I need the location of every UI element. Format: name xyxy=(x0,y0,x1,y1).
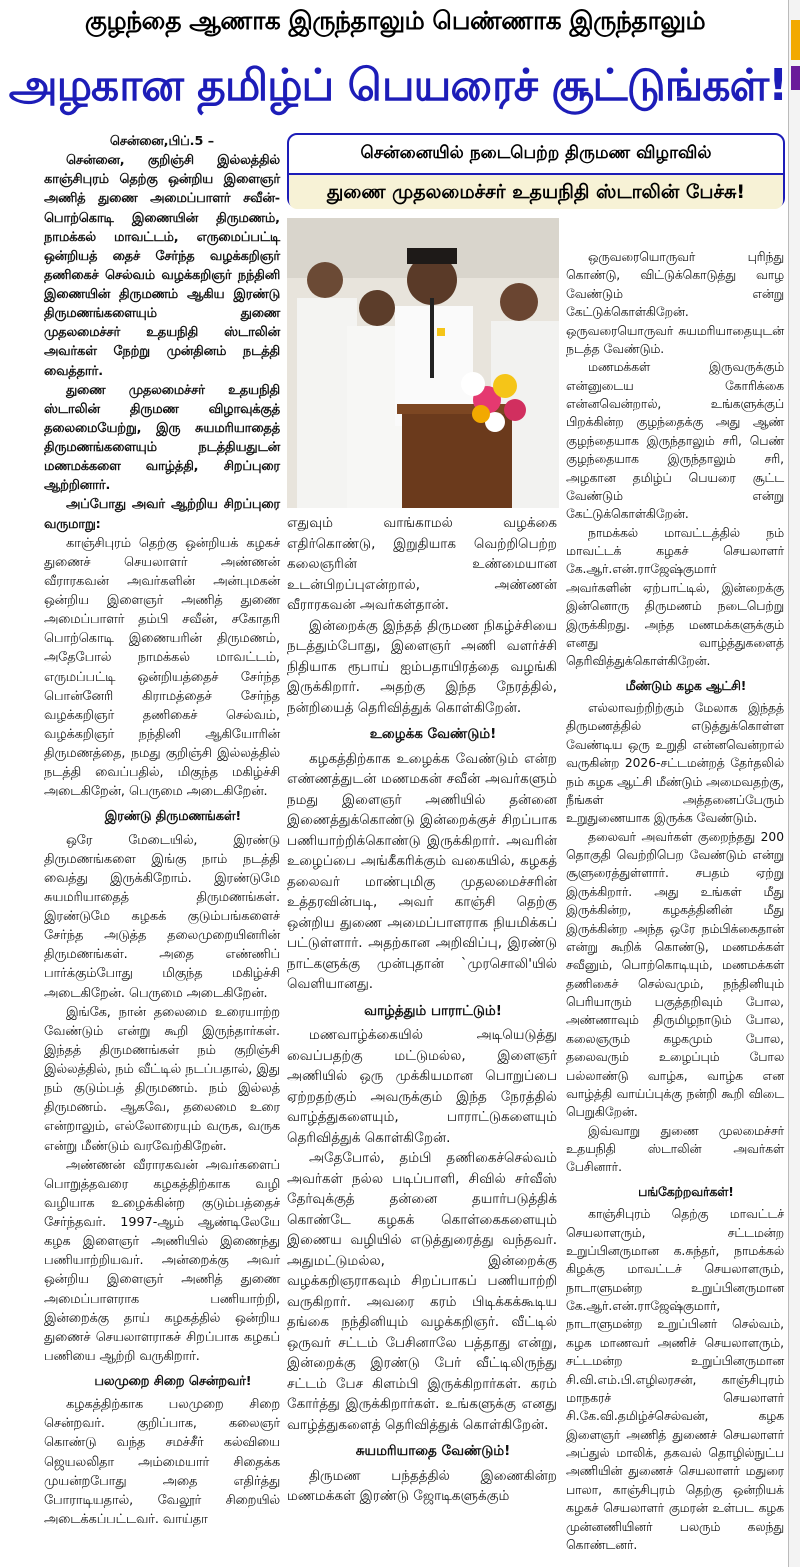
body-paragraph: திருமண பந்தத்தில் இணைகின்ற மணமக்கள் இரண்டு ஜோடிகளுக்கும் xyxy=(287,1467,557,1504)
body-paragraph: எதுவும் வாங்காமல் வழக்கை எதிர்கொண்டு, இறுதியாக வெற்றிபெற்ற கலைஞரின் உண்மையான உடன்பிறப்புஎன்றால், அண்ணன் வீராரகவன் அவர்கள்தான். xyxy=(287,515,557,613)
body-paragraph: அண்ணன் வீராரகவன் அவர்களைப் பொறுத்தவரை கழகத்திற்காக வழி வழியாக உழைக்கின்ற குடும்பத்தைச் சேர்ந்தவர். 1997-ஆம் ஆண்டிலேயே கழக இளைஞர் அணியில் இணைந்து பணியாற்றியவர். அன்றைக்கு அவர் ஒன்றிய இளைஞர் அணித் துணை அமைப்பாளராக பணியாற்றி, இன்றைக்கு தாய் கழகத்தில் ஒன்றிய துணைச் செயலாளராகச் சிறப்பாக கழகப் பணியை ஆற்றி வருகிறார். xyxy=(44,1157,280,1364)
body-paragraph: ஒருவரையொருவர் புரிந்து கொண்டு, விட்டுக்கொடுத்து வாழ வேண்டும் என்று கேட்டுக்கொள்கிறேன். ஒருவரையொருவர் சுயமரியாதையுடன் நடத்த வேண்டும். xyxy=(566,250,784,356)
body-paragraph: கழகத்திற்காக உழைக்க வேண்டும் என்ற எண்ணத்துடன் மணமகன் சவீன் அவர்களும் நமது இளைஞர் அணியில் தன்னை இணைத்துக்கொண்டு இன்றைக்குச் சிறப்பாக பணியாற்றிக்கொண்டு இருக்கிறார். அவரின் உழைப்பை அங்கீகரிக்கும் வகையில், கழகத் தலைவர் மாண்புமிகு முதலமைச்சரின் உத்தரவின்படி, அவர் காஞ்சி தெற்கு ஒன்றிய துணை அமைப்பாளராக நியமிக்கப் பட்டுள்ளார். அதற்கான அறிவிப்பு, இரண்டு நாட்களுக்கு முன்புதான் `முரசொலி'யில் வெளியானது. xyxy=(287,750,557,992)
article-column-2 xyxy=(287,513,557,1507)
subheadline-line-1: சென்னையில் நடைபெற்ற திருமண விழாவில் xyxy=(360,143,712,163)
section-subhead: உழைக்க வேண்டும்! xyxy=(369,726,497,742)
body-paragraph: காஞ்சிபுரம் தெற்கு மாவட்டச் செயலாளரும், சட்டமன்ற உறுப்பினருமான க.சுந்தர், நாமக்கல் கிழக்கு மாவட்டச் செயலாளரும், நாடாளுமன்ற உறுப்பினருமான கே.ஆர்.என்.ராஜேஷ்குமார், நாடாளுமன்ற உறுப்பினர் செல்வம், கழக மாணவர் அணிச் செயலாளரும், சட்டமன்ற உறுப்பினருமான சி.வி.எம்.பி.எழிலரசன், காஞ்சிபுரம் மாநகரச் செயலாளர் சி.கே.வி.தமிழ்ச்செல்வன், கழக இளைஞர் அணித் துணைச் செயலாளர் அப்துல் மாலிக், தகவல் தொழில்நுட்ப அணியின் துணைச் செயலாளர் மதுரை பாலா, காஞ்சிபுரம் தெற்கு ஒன்றியக் கழகச் செயலாளர் குமரன் உள்பட கழக முன்னணியினர் பலரும் கலந்து கொண்டனர். xyxy=(566,1207,784,1552)
body-paragraph: காஞ்சிபுரம் தெற்கு ஒன்றியக் கழகச் துணைச் செயலாளர் அண்ணன் வீராரகவன் அவர்களின் அன்புமகன் ஒன்றிய இளைஞர் அணித் துணை அமைப்பாளர் தம்பி சவீன், சகோதரி பொற்கொடி இணையரின் திருமணம், அதேபோல் நாமக்கல் மாவட்டம், எருமப்பட்டி ஒன்றியத்தைச் சேர்ந்த பொன்னேரி கிராமத்தைச் சேர்ந்த வழக்கறிஞர் தணிகைச் செல்வம், வழக்கறிஞர் நந்தினி ஆகியோரின் திருமணத்தை, நமது குறிஞ்சி இல்லத்தில் நடத்தி வைப்பதில், மிகுந்த மகிழ்ச்சி அடைகிறேன், பெருமை அடைகிறேன். xyxy=(44,535,280,800)
lead-paragraph-3: அப்போது அவர் ஆற்றிய சிறப்புரை வருமாறு: xyxy=(44,497,280,532)
edge-color-block xyxy=(791,66,800,90)
body-paragraph: நாமக்கல் மாவட்டத்தில் நம் மாவட்டக் கழகச் செயலாளர் கே.ஆர்.என்.ராஜேஷ்குமார் அவர்களின் ஏற்பாட்டில், இன்றைக்கு இன்னொரு திருமணம் நடைபெற்று இருக்கிறது. அந்த மணமக்களுக்கும் எனது வாழ்த்துகளைத் தெரிவித்துக்கொள்கிறேன். xyxy=(566,525,784,669)
section-subhead: பங்கேற்றவர்கள்! xyxy=(638,1184,734,1199)
section-subhead: சுயமரியாதை வேண்டும்! xyxy=(355,1443,511,1459)
subheadline-line-2: துணை முதலமைச்சர் உதயநிதி ஸ்டாலின் பேச்சு! xyxy=(289,173,783,209)
body-paragraph: இன்றைக்கு இந்தத் திருமண நிகழ்ச்சியை நடத்தும்போது, இளைஞர் அணி வளர்ச்சி நிதியாக ரூபாய் ஐம்பதாயிரத்தை வழங்கி இருக்கிறார். அதற்கு இந்த நேரத்தில், நன்றியைத் தெரிவித்துக் கொள்கிறேன். xyxy=(287,617,557,716)
article-column-1 xyxy=(44,132,280,1529)
body-paragraph: மணவாழ்க்கையில் அடியெடுத்து வைப்பதற்கு மட்டுமல்ல, இளைஞர் அணியில் ஒரு முக்கியமான பொறுப்பை ஏற்றதற்கும் அவருக்கும் இந்த நேரத்தில் வாழ்த்துகளையும், பாராட்டுகளையும் தெரிவித்துக் கொள்கிறேன். xyxy=(287,1027,557,1146)
kicker-headline: குழந்தை ஆணாக இருந்தாலும் பெண்ணாக இருந்தாலும் xyxy=(84,6,706,35)
body-paragraph: மணமக்கள் இருவருக்கும் என்னுடைய கோரிக்கை என்னவென்றால், உங்களுக்குப் பிறக்கின்ற குழந்தைக்கு அது ஆண் குழந்தையாக இருந்தாலும் சரி, பெண் குழந்தையாக இருந்தாலும் சரி, அழகான தமிழ்ப் பெயரை சூட்ட வேண்டும் என்று கேட்டுக்கொள்கிறேன். xyxy=(566,360,784,522)
body-paragraph: அதேபோல், தம்பி தணிகைச்செல்வம் அவர்கள் நல்ல படிப்பாளி, சிவில் சர்வீஸ் தேர்வுக்குத் தன்னை தயார்படுத்திக் கொண்டே கழகக் கொள்கைகளையும் இணைய வழியில் எடுத்துரைத்து வந்தவர். அதுமட்டுமல்ல, இன்றைக்கு வழக்கறிஞராகவும் சிறப்பாகப் பணியாற்றி வருகிறார். அவரை கரம் பிடிக்கக்கூடிய தங்கை நந்தினியும் வழக்கறிஞர். வீட்டில் ஒருவர் சட்டம் பேசினாலே பத்தாது என்று, இன்றைக்கு இரண்டு பேர் வீட்டிலிருந்து சட்டம் பேச கிளம்பி இருக்கிறார்கள். கரம் கோர்த்து இருக்கிறார்கள். உங்களுக்கு எனது வாழ்த்துகளைத் தெரிவித்துக் கொள்கிறேன். xyxy=(287,1150,557,1433)
photo-illustration xyxy=(287,218,559,508)
body-paragraph: தலைவர் அவர்கள் குறைந்தது 200 தொகுதி வெற்றிபெற வேண்டும் என்று சூளுரைத்துள்ளார். சபதம் ஏற்று இருக்கிறார். அது உங்கள் மீது இருக்கின்ற, கழகத்தினின் மீது இருக்கின்ற அந்த ஒரே நம்பிக்கைதான் என்று கூறிக் கொண்டு, மணமக்கள் சவீனும், பொற்கொடியும், மணமக்கள் தணிகைச் செல்வமும், நந்தினியும் பெரியாரும் பகுத்தறிவும் போல, அண்ணாவும் திருமிழநாடும் போல, கலைஞரும் கழகமும் போல, தலைவரும் உழைப்பும் போல பல்லாண்டு வாழ்க, வாழ்க என வாழ்த்தி வாய்ப்புக்கு நன்றி கூறி விடை பெறுகிறேன். xyxy=(566,829,784,1120)
section-subhead: பலமுறை சிறை சென்றவர்! xyxy=(94,1374,252,1389)
article-column-3 xyxy=(566,248,784,1554)
lead-paragraph: சென்னை, குறிஞ்சி இல்லத்தில் காஞ்சிபுரம் தெற்கு ஒன்றிய இளைஞர் அணித் துணை அமைப்பாளர் சவீன்- பொற்கொடி இணையின் திருமணம், நாமக்கல் மாவட்டம், எருமைப்பட்டி ஒன்றியத் தைச் சேர்ந்த வழக்கறிஞர் தணிகைச் செல்வம் வழக்கறிஞர் நந்தினி இணையின் திருமணம் ஆகிய இரண்டு திருமணங்களையும் துணை முதலமைச்சர் உதயநிதி ஸ்டாலின் அவர்கள் நேற்று முன்தினம் நடத்தி வைத்தார். xyxy=(44,153,280,379)
body-paragraph: ஒரே மேடையில், இரண்டு திருமணங்களை இங்கு நாம் நடத்தி வைத்து இருக்கிறோம். இரண்டுமே சுயமரியாதைத் திருமணங்கள். இரண்டுமே கழகக் குடும்பங்களைச் சேர்ந்த அடுத்த தலைமுறையினரின் திருமணங்கள். அதை எண்ணிப் பார்க்கும்போது மிகுந்த மகிழ்ச்சி அடைகிறேன். பெருமை அடைகிறேன். xyxy=(44,832,280,1001)
news-photo xyxy=(287,218,559,508)
edge-color-block xyxy=(791,20,800,60)
section-subhead: மீண்டும் கழக ஆட்சி! xyxy=(625,678,747,693)
section-subhead: இரண்டு திருமணங்கள்! xyxy=(104,809,242,825)
dateline: சென்னை,பிப்.5 – xyxy=(109,134,215,149)
main-headline: அழகான தமிழ்ப் பெயரைச் சூட்டுங்கள்! xyxy=(8,60,788,111)
adjacent-page-edge xyxy=(788,0,800,1567)
body-paragraph: இங்கே, நான் தலைமை உரையாற்ற வேண்டும் என்று கூறி இருந்தார்கள். இந்தத் திருமணங்கள் நம் குறிஞ்சி இல்லத்தில், நம் வீட்டில் நடப்பதால், இது நம் குடும்பத் திருமணம். நம் இல்லத் திருமணம். ஆகவே, தலைமை உரை என்றாலும், எல்லோரையும் வருக, வருக என்று மீண்டும் வரவேற்கிறேன். xyxy=(44,1004,280,1154)
lead-paragraph-2: துணை முதலமைச்சர் உதயநிதி ஸ்டாலின் திருமண விழாவுக்குத் தலைமையேற்று, இரு சுயமரியாதைத் திருமணங்களையும் நடத்தியதுடன் மணமக்களை வாழ்த்தி, சிறப்புரை ஆற்றினார். xyxy=(44,382,280,494)
subheadline-box xyxy=(287,133,785,208)
body-paragraph: எல்லாவற்றிற்கும் மேலாக இந்தத் திருமணத்தில் எடுத்துக்கொள்ள வேண்டிய ஒரு உறுதி என்னவென்றால் வருகின்ற 2026-சட்டமன்றத் தேர்தலில் நம் கழக ஆட்சி மீண்டும் அமைவதற்கு, நீங்கள் அத்தனைப்பேரும் உறுதுணையாக இருக்க வேண்டும். xyxy=(566,701,784,826)
section-subhead: வாழ்த்தும் பாராட்டும்! xyxy=(364,1002,502,1019)
body-paragraph: இவ்வாறு துணை முலமைச்சர் உதயநிதி ஸ்டாலின் அவர்கள் பேசினார். xyxy=(566,1123,784,1175)
body-paragraph: கழகத்திற்காக பலமுறை சிறை சென்றவர். குறிப்பாக, கலைஞர் கொண்டு வந்த சமச்சீர் கல்வியை ஜெயலலிதா அம்மையார் சிதைக்க முயன்றபோது அதை எதிர்த்து போராடியதால், வேலூர் சிறையில் அடைக்கப்பட்டவர். வாய்தா xyxy=(44,1397,280,1527)
